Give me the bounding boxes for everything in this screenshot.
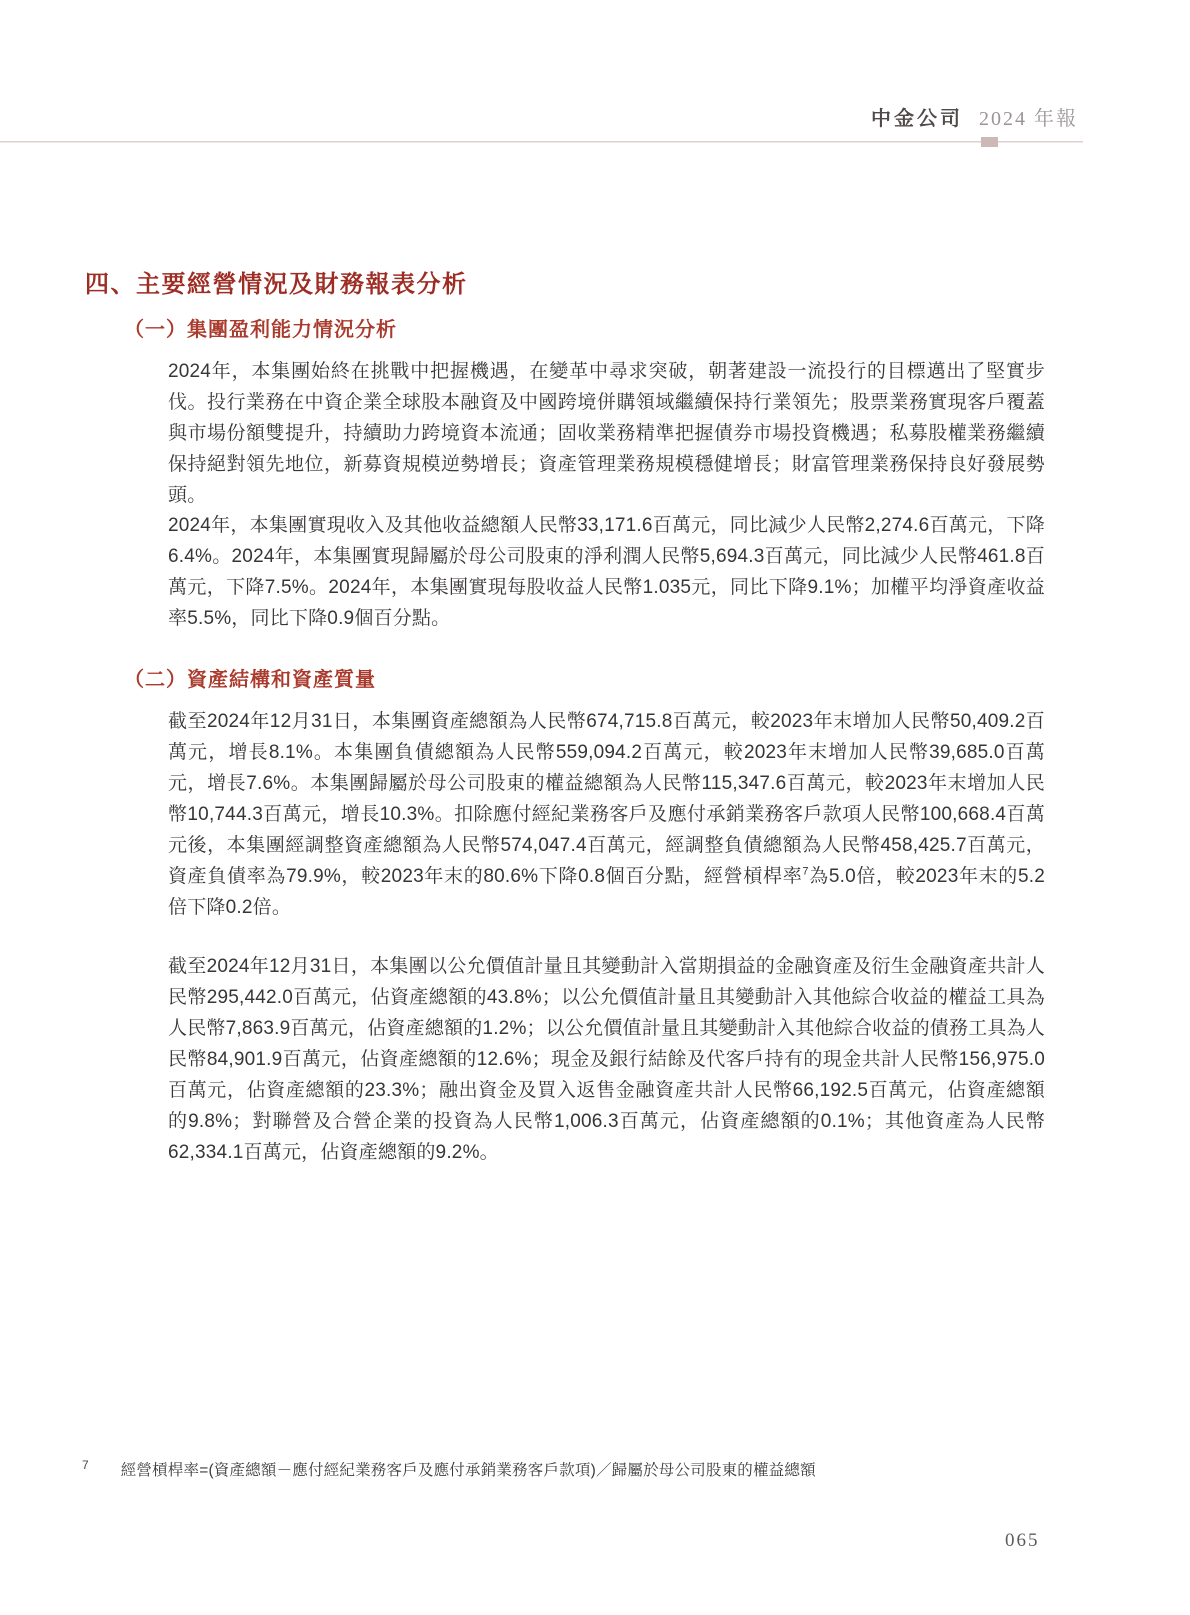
asset-structure-text-continued: 為5.0倍，較2023年末的5.2倍下降0.2倍。	[168, 866, 1045, 918]
company-name: 中金公司	[871, 108, 963, 130]
footnote-text: 經營槓桿率=(資產總額－應付經紀業務客戶及應付承銷業務客戶款項)／歸屬於母公司股東的權益總額	[120, 1462, 816, 1479]
footnote-marker: 7	[82, 1458, 89, 1472]
subsection-2-title: （二）資產結構和資產質量	[124, 669, 376, 691]
section-title: 四、主要經營情況及財務報表分析	[85, 271, 468, 298]
footnote	[82, 1458, 1082, 1480]
header-divider-square-marker	[981, 137, 998, 147]
header-divider-line	[0, 141, 1083, 143]
paragraph-asset-structure	[168, 706, 1045, 923]
paragraph-business-overview: 2024年，本集團始終在挑戰中把握機遇，在變革中尋求突破，朝著建設一流投行的目標邁出了堅實步伐。投行業務在中資企業全球股本融資及中國跨境併購領域繼續保持行業領先；股票業務實現客戶覆蓋與市場份額雙提升，持續助力跨境資本流通；固收業務精準把握債券市場投資機遇；私募股權業務繼續保持絕對領先地位，新募資規模逆勢增長；資產管理業務規模穩健增長；財富管理業務保持良好發展勢頭。	[168, 361, 1045, 506]
footnote-reference-7: 7	[802, 865, 809, 878]
asset-structure-text: 截至2024年12月31日，本集團資產總額為人民幣674,715.8百萬元，較2023年末增加人民幣50,409.2百萬元，增長8.1%。本集團負債總額為人民幣559,094.2百萬元，較2023年末增加人民幣39,685.0百萬元，增長7.6%。本集團歸屬於母公司股東的權益總額為人民幣115,347.6百萬元，較2023年末增加人民幣10,744.3百萬元，增長10.3%。扣除應付經紀業務客戶及應付承銷業務客戶款項人民幣100,668.4百萬元後，本集團經調整資產總額為人民幣574,047.4百萬元，經調整負債總額為人民幣458,425.7百萬元，資產負債率為79.9%，較2023年末的80.6%下降0.8個百分點，經營槓桿率	[168, 711, 1045, 887]
paragraph-profitability-figures: 2024年，本集團實現收入及其他收益總額人民幣33,171.6百萬元，同比減少人民幣2,274.6百萬元，下降6.4%。2024年，本集團實現歸屬於母公司股東的淨利潤人民幣5,694.3百萬元，同比減少人民幣461.8百萬元，下降7.5%。2024年，本集團實現每股收益人民幣1.035元，同比下降9.1%；加權平均淨資產收益率5.5%，同比下降0.9個百分點。	[168, 515, 1045, 629]
subsection-1-title: （一）集團盈利能力情況分析	[124, 319, 397, 341]
page-header	[871, 102, 1078, 131]
paragraph-asset-composition: 截至2024年12月31日，本集團以公允價值計量且其變動計入當期損益的金融資產及衍生金融資產共計人民幣295,442.0百萬元，佔資產總額的43.8%；以公允價值計量且其變動計入其他綜合收益的權益工具為人民幣7,863.9百萬元，佔資產總額的1.2%；以公允價值計量且其變動計入其他綜合收益的債務工具為人民幣84,901.9百萬元，佔資產總額的12.6%；現金及銀行結餘及代客戶持有的現金共計人民幣156,975.0百萬元，佔資產總額的23.3%；融出資金及買入返售金融資產共計人民幣66,192.5百萬元，佔資產總額的9.8%；對聯營及合營企業的投資為人民幣1,006.3百萬元，佔資產總額的0.1%；其他資產為人民幣62,334.1百萬元，佔資產總額的9.2%。	[168, 956, 1045, 1163]
page-number: 065	[1005, 1530, 1040, 1551]
report-year-label: 2024 年報	[979, 108, 1078, 130]
